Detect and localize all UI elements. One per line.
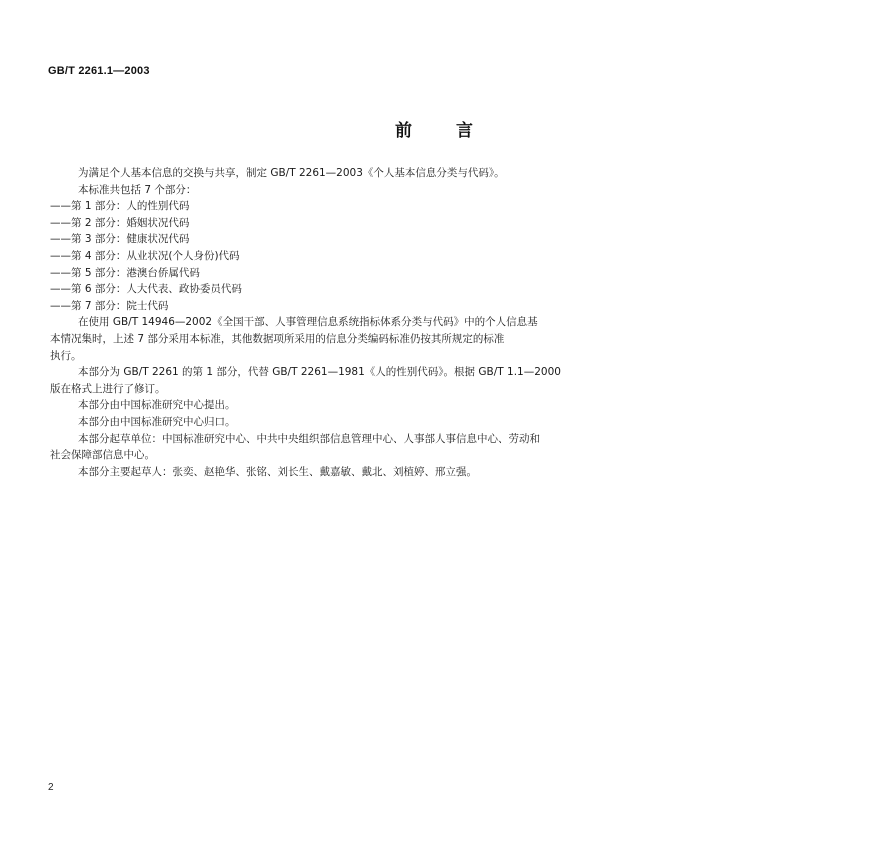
paragraph-usage-line-3: 执行。 — [50, 349, 82, 362]
paragraph-managed-by: 本部分由中国标准研究中心归口。 — [78, 415, 236, 428]
page-number: 2 — [48, 782, 54, 793]
list-item-part-2: ——第 2 部分：婚姻状况代码 — [50, 216, 190, 229]
standard-code-header: GB/T 2261.1—2003 — [48, 65, 150, 77]
paragraph-usage-line-1: 在使用 GB/T 14946—2002《全国干部、人事管理信息系统指标体系分类与代码》中的个人信息基 — [78, 316, 538, 329]
paragraph-parts-intro: 本标准共包括 7 个部分： — [78, 183, 197, 196]
list-item-part-4: ——第 4 部分：从业状况(个人身份)代码 — [50, 249, 240, 262]
paragraph-drafters: 本部分主要起草人：张奕、赵艳华、张铭、刘长生、戴嘉敏、戴北、刘植婷、邢立强。 — [78, 465, 477, 478]
paragraph-drafting-units-line-2: 社会保障部信息中心。 — [50, 449, 155, 462]
title-char-2: 言 — [456, 121, 475, 141]
paragraph-purpose: 为满足个人基本信息的交换与共享，制定 GB/T 2261—2003《个人基本信息分类与代码》。 — [78, 167, 505, 179]
list-item-part-6: ——第 6 部分：人大代表、政协委员代码 — [50, 283, 242, 296]
title-char-1: 前 — [395, 121, 414, 141]
foreword-body — [50, 165, 778, 480]
list-item-part-7: ——第 7 部分：院士代码 — [50, 299, 169, 312]
paragraph-usage-line-2: 本情况集时，上述 7 部分采用本标准，其他数据项所采用的信息分类编码标准仍按其所规定的标准 — [50, 332, 505, 345]
paragraph-replaces-line-1: 本部分为 GB/T 2261 的第 1 部分，代替 GB/T 2261—1981《人的性别代码》。根据 GB/T 1.1—2000 — [78, 366, 561, 379]
list-item-part-1: ——第 1 部分：人的性别代码 — [50, 200, 190, 213]
list-item-part-5: ——第 5 部分：港澳台侨属代码 — [50, 266, 200, 279]
list-item-part-3: ——第 3 部分：健康状况代码 — [50, 233, 190, 246]
paragraph-drafting-units-line-1: 本部分起草单位：中国标准研究中心、中共中央组织部信息管理中心、人事部人事信息中心、劳动和 — [78, 432, 540, 445]
paragraph-replaces-line-2: 版在格式上进行了修订。 — [50, 382, 166, 395]
page-title — [0, 116, 870, 141]
paragraph-proposed-by: 本部分由中国标准研究中心提出。 — [78, 399, 236, 412]
